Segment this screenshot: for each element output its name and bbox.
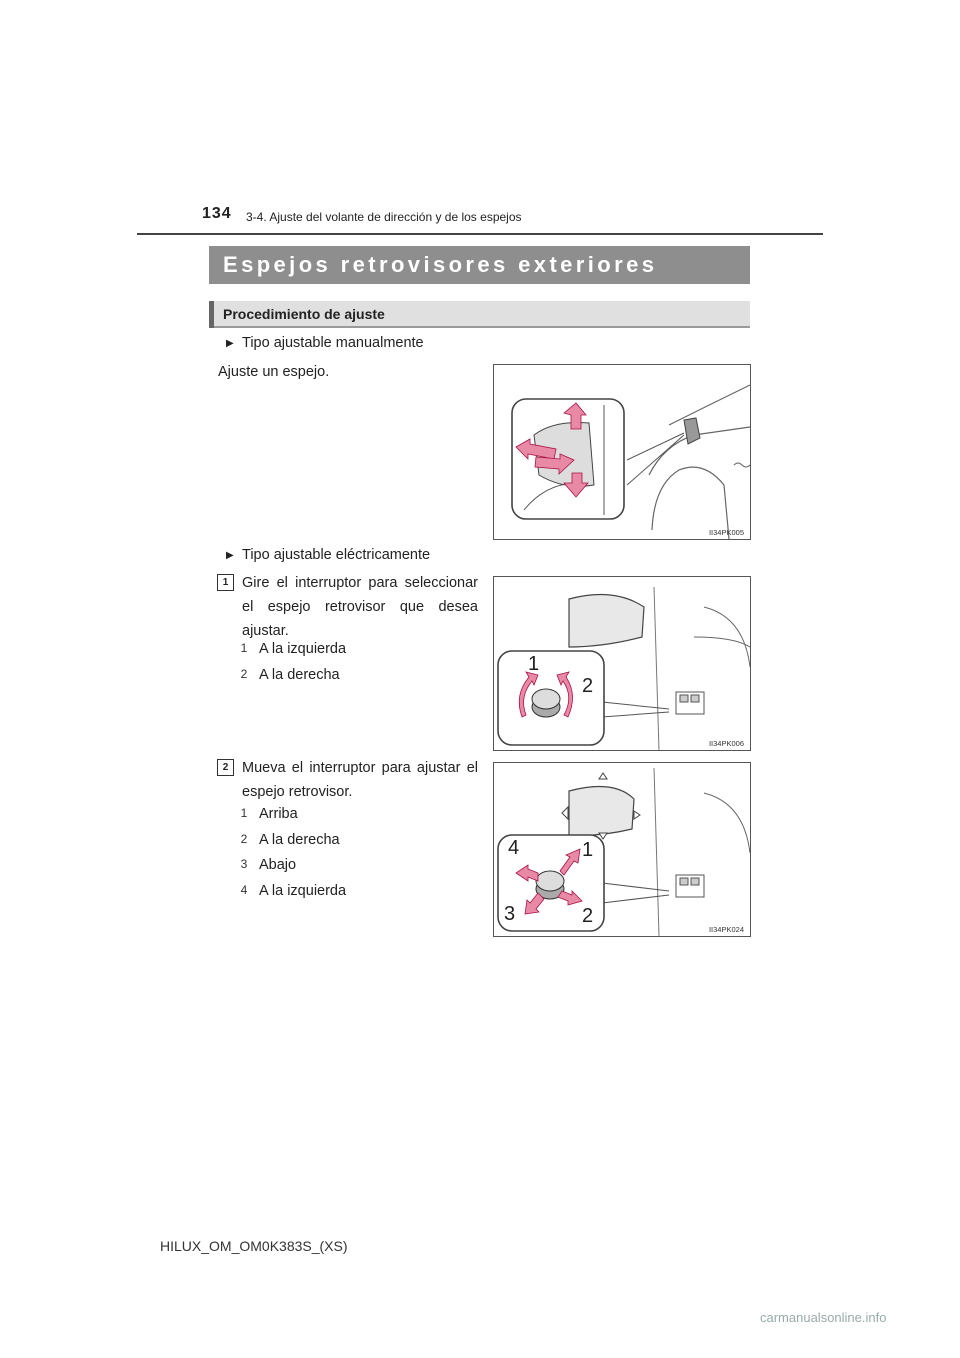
item-label: Arriba bbox=[259, 806, 298, 822]
item-marker: 2 bbox=[240, 667, 248, 681]
step1-switch-figure bbox=[493, 576, 751, 751]
callout-3: 3 bbox=[504, 903, 516, 925]
callout-4: 4 bbox=[508, 837, 520, 859]
step2-text bbox=[242, 756, 478, 804]
callout-1: 1 bbox=[528, 653, 540, 675]
step1-line: ajustar. bbox=[242, 623, 289, 639]
step2-line: Mueva el interruptor para ajustar el bbox=[242, 760, 478, 776]
subsection-title: Procedimiento de ajuste bbox=[223, 306, 385, 322]
subsection-bar bbox=[209, 301, 750, 328]
section-title: Espejos retrovisores exteriores bbox=[223, 252, 658, 277]
figure-code: II34PK006 bbox=[708, 739, 744, 748]
power-heading: Tipo ajustable eléctricamente bbox=[242, 547, 431, 563]
item-label: Abajo bbox=[259, 857, 297, 873]
item-marker: 3 bbox=[240, 857, 248, 871]
step1-line: el espejo retrovisor que desea bbox=[242, 599, 478, 615]
item-marker: 1 bbox=[240, 806, 248, 820]
callout-2: 2 bbox=[582, 905, 594, 927]
step2-switch-figure bbox=[493, 762, 751, 937]
manual-instruction: Ajuste un espejo. bbox=[218, 364, 330, 380]
callout-1: 1 bbox=[582, 839, 594, 861]
watermark: carmanualsonline.info bbox=[760, 1310, 887, 1325]
step-number-box: 2 bbox=[217, 759, 234, 776]
item-label: A la izquierda bbox=[259, 883, 347, 899]
figure-code: II34PK005 bbox=[708, 528, 744, 537]
item-label: A la derecha bbox=[259, 832, 340, 848]
callout-2: 2 bbox=[582, 675, 594, 697]
manual-mirror-figure bbox=[493, 364, 751, 540]
chapter-title: 3-4. Ajuste del volante de dirección y de los espejos bbox=[246, 210, 522, 224]
manual-code-footer: HILUX_OM_OM0K383S_(XS) bbox=[160, 1238, 348, 1254]
header-divider bbox=[137, 233, 823, 235]
item-marker: 1 bbox=[240, 641, 248, 655]
item-label: A la derecha bbox=[259, 667, 340, 683]
item-marker: 4 bbox=[240, 883, 248, 897]
bullet-triangle-icon: ▶ bbox=[226, 338, 234, 349]
section-title-bar bbox=[209, 246, 750, 284]
step2-line: espejo retrovisor. bbox=[242, 784, 353, 800]
step-number-box: 1 bbox=[217, 574, 234, 591]
figure-code: II34PK024 bbox=[708, 925, 744, 934]
step1-line: Gire el interruptor para seleccionar bbox=[242, 575, 478, 591]
item-label: A la izquierda bbox=[259, 641, 347, 657]
item-marker: 2 bbox=[240, 832, 248, 846]
subsection-accent bbox=[209, 301, 214, 328]
step1-text bbox=[242, 571, 478, 643]
bullet-triangle-icon: ▶ bbox=[226, 550, 234, 561]
manual-heading: Tipo ajustable manualmente bbox=[242, 335, 424, 351]
page-number: 134 bbox=[202, 205, 232, 222]
